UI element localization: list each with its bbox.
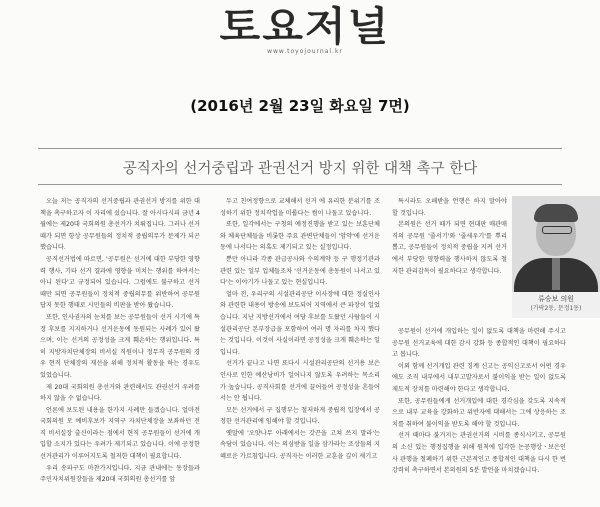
paragraph: 얼마 전, 우리구의 시설관리공단 이사장에 대한 정실인사와 관련한 내용이 방송에 보도되어 지역에서 큰 파장이 일었습니다. 지난 지방선거에서 여당 후보를 도왔던 사람들이 시설관리공단 본부장급을 포함하여 여러 명 자리를 차지 했다는 것입니다. 이것이 사실이라면 공정성을 크게 훼손하는 일입니다. bbox=[220, 290, 380, 356]
photo-tie bbox=[552, 258, 560, 290]
newspaper-logo: 토요저널 bbox=[219, 4, 391, 50]
author-affiliation: (가락2동, 문정1동) bbox=[530, 305, 582, 312]
paragraph: 제 20대 국회의원 총선거와 관련해서도 관권선거 우려를 하지 않을 수 없습니다. bbox=[40, 383, 200, 403]
paragraph: 공무원이 선거에 개입하는 일이 없도록 대책을 마련해 주시고 공무원 선거교육에 대한 감시 강화 등 종합적인 대책이 필요하다고 봅니다. bbox=[392, 328, 566, 359]
paragraph: 뿐만 아니라 각종 관급공사와 수의계약 등 구 행정기관과 관련 있는 일부 업체들조차 '선거운동에 총동원이 나서고 있다'는 이야기가 나돌고 있는 현실입니다. bbox=[220, 255, 380, 287]
paragraph: 옛말에 '오얏나무 아래에서는 갓끈을 고쳐 쓰지 말라'는 속담이 있습니다. 이는 의심받을 일을 삼가라는 조상들의 지혜로운 가르침입니다. 공직자는 이러한 교훈을 깊이 새기고 bbox=[220, 429, 380, 461]
paragraph: 이외 함께 선거개입 관련 징계 신고는 공익신고로서 어떤 경우에도 조직 내부에서 내부고발자로서 불이익을 받는 일이 없도록 제도적 장치를 마련해야 한다고 생각합니다. bbox=[392, 362, 566, 393]
paragraph: 또한, 공무원들에게 선거개입에 대한 경각심을 갖도록 지속적으로 내부 교육을 강화하고 위반자에 대해서는 그에 상응하는 조치를 취하여 불이익을 받도록 해야 할 것입니다. bbox=[392, 397, 566, 428]
masthead bbox=[205, 4, 405, 66]
article-column-3 bbox=[392, 326, 566, 494]
paragraph: 본의원은 선거 때가 되면 현대판 매관매직의 공무원 '줄서기'와 '줄세우기'를 뿌리뽑고, 공무원들이 정치적 중립을 지켜 선거에서 부당한 영향력을 행사하지 않도록 철저한 관리감독이 필요하다고 생각합니다. bbox=[392, 221, 507, 275]
paragraph: 선거가 끝나고 나면 또다시 시설관리공단의 선거용 보은인사로 인한 예산낭비가 일어나지 않도록 우려하는 목소리가 높습니다. 공직사회를 선거에 끌어들여 공정성을 흔들어서는 안 됩니다. bbox=[220, 360, 380, 403]
headline-top-rule bbox=[38, 148, 562, 149]
paragraph: 모든 선거에서 구 집행부는 철저하게 중립적 입장에서 공정한 선거관리에 임해야 할 것입니다. bbox=[220, 406, 380, 426]
author-name: 류승보 의원 bbox=[537, 295, 575, 303]
paragraph: 두고 친여정향으로 교체해서 선거 에 유리한 분위기를 조성하기 위한 정치작업을 미룹다는 썸이 나돌고 있습니다. bbox=[220, 198, 380, 217]
paragraph: 특시라도 오해받을 언행은 하지 말아야 할 것입니다. bbox=[392, 198, 507, 217]
photo-caption bbox=[512, 294, 600, 314]
paragraph: 또한, 인사권자의 눈치를 보는 공무원들이 선거 시기에 특정 후보를 지지하거나 선거운동에 동원되는 사례가 있어 왔으며, 이는 선거의 공정성을 크게 훼손하는 행위입니다. 특히 지방자치단체장의 비서실 직원이나 정무직 공무원의 경우 현직 단체장의 재선을 위해 정치적 활동을 하는 경우도 있었습니다. bbox=[40, 313, 200, 379]
article-column-1 bbox=[40, 196, 200, 494]
article-body bbox=[40, 196, 582, 494]
publication-date: (2016년 2월 23일 화요일 7면) bbox=[190, 97, 410, 115]
article-column-2 bbox=[220, 196, 380, 494]
paragraph: 선거 때마다 불거지는 관권선거의 시비를 종식시키고, 공무원의 소신 있는 행정집행을 위해 원칙에 입각한 논공행상ㆍ보은인사 관행을 철폐하기 위한 근본적인고 종합적인 대책을 다시 한 번 강력히 촉구하면서 본의원의 5분 발언을 마치겠습니다. bbox=[392, 432, 566, 475]
paragraph: 공직선거법에 따르면, '공무원은 선거에 대한 부당한 영향력 행사, 기타 선거 결과에 영향을 미치는 행위를 하여서는 아니 된다'고 규정되어 있습니다. 그럼에도 불구하고 선거 때만 되면 공무원들이 정치적 중립의무를 위반하여 공무원답지 못한 행태로 시민들의 비판을 받아 왔습니다. bbox=[40, 255, 200, 310]
paragraph: 또한, 일각에서는 구청의 예정진행을 받고 있는 보훈단체와 체육단체들을 비롯한 주요 관변단체들이 '암약'에 선거운동에 나서다는 의혹도 제기되고 있는 실정입니다. bbox=[220, 221, 380, 252]
paragraph: 우리 송파구도 마찬가지입니다. 지금 관내에는 동장들과 주민자치위원장들을 제20대 국회의원 총선거를 앞 bbox=[40, 464, 200, 484]
paragraph: 언론에 보도된 내용을 한가지 사례만 들겠습니다. 얼마전 국회의원 모 예비후보가 지역구 자치단체장을 보좌하던 전직 비서실장 출신이라는 점에서 현직 공무원들이 선거에 개입할 소지가 있다는 우려가 제기되고 있습니다. 이에 공정한 선거관리가 이루어지도록 철저한 대책이 필요합니다. bbox=[40, 406, 200, 461]
author-photo bbox=[512, 196, 600, 292]
paragraph: 오늘 저는 공직자의 선거중립과 관권선거 방지를 위한 대책을 촉구하고자 이 자리에 섰습니다. 잘 아시다시피 금년 4월에는 제20대 국회의원 총선거가 치뤄집니다. 그러나 선거 때가 되면 항상 공무원들의 정치적 중립의무가 문제가 되곤 했습니다. bbox=[40, 198, 200, 252]
photo-glasses bbox=[542, 226, 572, 234]
author-photo-box bbox=[512, 196, 600, 318]
headline-bottom-rule bbox=[38, 184, 562, 185]
photo-hair bbox=[534, 204, 578, 222]
article-column-3-top bbox=[392, 196, 507, 321]
article-headline: 공직자의 선거중립과 관권선거 방지 위한 대책 촉구 한다 bbox=[122, 161, 478, 177]
newspaper-url: www.toyojournal.kr bbox=[267, 48, 343, 55]
